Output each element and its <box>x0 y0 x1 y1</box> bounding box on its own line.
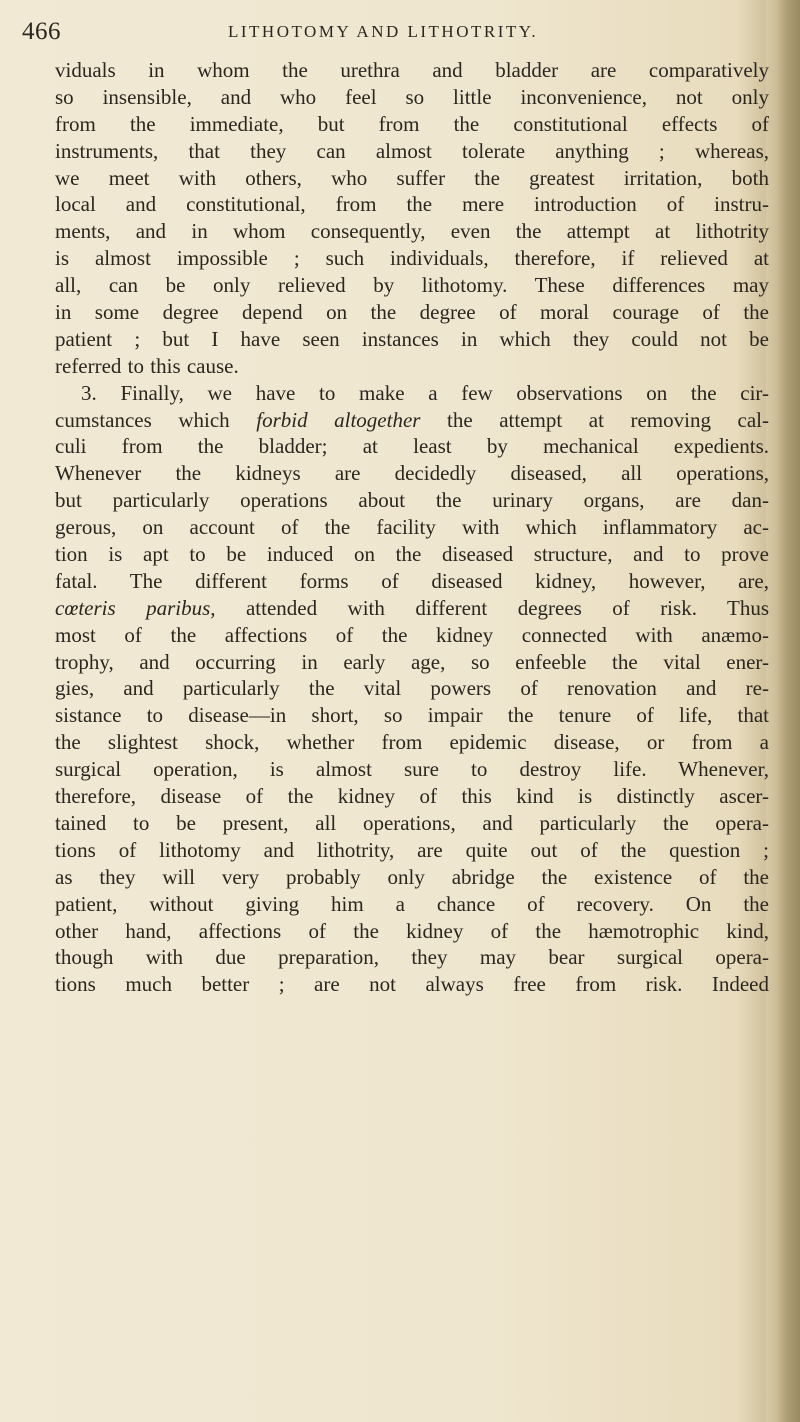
text-line: so insensible, and who feel so little inconvenience, not only <box>55 84 769 109</box>
text-line: the slightest shock, whether from epidemic disease, or from a <box>55 730 769 755</box>
text-line: sistance to disease—in short, so impair the tenure of life, that <box>55 703 769 728</box>
text-line: tions of lithotomy and lithotrity, are quite out of the question ; <box>55 837 769 862</box>
text-line: tions much better ; are not always free from risk. Indeed <box>55 972 769 997</box>
running-head <box>22 18 762 48</box>
text-line: most of the affections of the kidney connected with anæmo- <box>55 622 769 647</box>
page-number: 466 <box>22 18 61 45</box>
text-line: referred to this cause. <box>55 353 239 378</box>
text-line: is almost impossible ; such individuals, therefore, if relieved at <box>55 246 769 271</box>
text-segment: attended with different degrees of risk. Thus <box>215 595 770 620</box>
text-line: surgical operation, is almost sure to destroy life. Whenever, <box>55 757 769 782</box>
text-line: gies, and particularly the vital powers of renovation and re- <box>55 676 769 701</box>
text-line: ments, and in whom consequently, even the attempt at lithotrity <box>55 219 769 244</box>
text-line: tion is apt to be induced on the diseased structure, and to prove <box>55 542 769 567</box>
page-gutter-shadow <box>766 0 800 1422</box>
text-line: other hand, affections of the kidney of the hæmotrophic kind, <box>55 918 769 943</box>
text-line: all, can be only relieved by lithotomy. These differences may <box>55 273 769 298</box>
body-text <box>55 57 769 998</box>
running-title: LITHOTOMY AND LITHOTRITY. <box>228 22 539 41</box>
text-line: 3. Finally, we have to make a few observations on the cir- <box>81 380 769 405</box>
text-line: instruments, that they can almost tolerate anything ; whereas, <box>55 138 769 163</box>
text-line: as they will very probably only abridge the existence of the <box>55 864 769 889</box>
italic-phrase: cœteris paribus, <box>55 595 216 620</box>
text-line: from the immediate, but from the constitutional effects of <box>55 111 769 136</box>
text-line <box>55 595 769 622</box>
text-line: in some degree depend on the degree of moral courage of the <box>55 300 769 325</box>
text-line: Whenever the kidneys are decidedly diseased, all operations, <box>55 461 769 486</box>
text-line: tained to be present, all operations, and particularly the opera- <box>55 810 769 835</box>
text-line: gerous, on account of the facility with which inflammatory ac- <box>55 515 769 540</box>
text-line: we meet with others, who suffer the greatest irritation, both <box>55 165 769 190</box>
text-line: viduals in whom the urethra and bladder are comparatively <box>55 58 769 82</box>
text-line: but particularly operations about the urinary organs, are dan- <box>55 488 769 513</box>
text-line: fatal. The different forms of diseased kidney, however, are, <box>55 568 769 593</box>
text-line: culi from the bladder; at least by mechanical expedients. <box>55 434 769 459</box>
text-line: trophy, and occurring in early age, so enfeeble the vital ener- <box>55 649 769 674</box>
text-line: local and constitutional, from the mere introduction of instru- <box>55 192 769 217</box>
text-line: patient ; but I have seen instances in which they could not be <box>55 326 769 351</box>
text-line: patient, without giving him a chance of recovery. On the <box>55 891 769 916</box>
text-line: therefore, disease of the kidney of this kind is distinctly ascer- <box>55 784 769 809</box>
text-segment: the attempt at removing cal- <box>420 407 769 432</box>
text-segment: cumstances which <box>55 407 257 432</box>
text-line <box>55 407 769 434</box>
text-line: though with due preparation, they may bear surgical opera- <box>55 945 769 970</box>
italic-phrase: forbid altogether <box>256 407 421 432</box>
